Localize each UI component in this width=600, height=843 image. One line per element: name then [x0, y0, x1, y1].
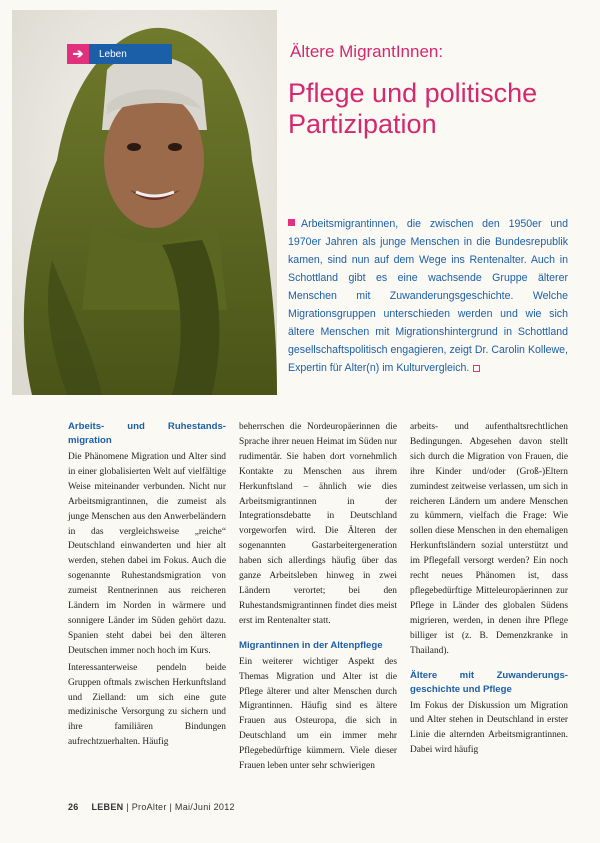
text-column-2 [239, 420, 397, 776]
column-2-heading: Migrantinnen in der Altenpflege [239, 639, 383, 651]
title-line-1: Pflege und politische [288, 78, 538, 108]
column-1-paragraph-1: Die Phänomene Migration und Alter sind in einer globalisierten Welt auf vielfältige Weise miteinander verbunden. Nicht nur Arbeitsmigrantinnen, die zumeist als junge Menschen aus den Anwerbeländern in das vergleichsweise „reiche“ Deutschland einwanderten und hier alt werden, stehen dabei im Fokus. Auch die sogenannte Ruhestandsmigration von zumeist Rentnerinnen aus reicheren Ländern im Norden in wärmere und sonnigere Länder im Süden gehört dazu. Spanien steht dabei bei den älteren Deutschen immer noch hoch im Kurs. [68, 452, 226, 656]
title-line-2: Partizipation [288, 109, 437, 139]
end-square-icon [473, 365, 480, 372]
article-title [288, 78, 588, 140]
footer-section: LEBEN [91, 802, 124, 812]
page-footer [68, 802, 235, 812]
section-tag [67, 44, 172, 64]
page-number: 26 [68, 802, 79, 812]
arrow-right-icon: ➔ [67, 44, 89, 64]
footer-separator-2: | [169, 802, 175, 812]
footer-separator: | [126, 802, 132, 812]
bullet-square-icon [288, 219, 295, 226]
section-tag-label: Leben [89, 44, 172, 64]
column-3-heading: Ältere mit Zuwanderungs-geschichte und Pflege [410, 669, 568, 695]
article-subtitle: Ältere MigrantInnen: [290, 42, 444, 61]
lead-paragraph [288, 215, 568, 377]
text-column-1 [68, 420, 226, 752]
footer-magazine: ProAlter [131, 802, 167, 812]
column-3-paragraph-2: Im Fokus der Diskussion um Migration und Alter stehen in Deutschland in erster Linie die alternden Arbeitsmigrantinnen. Dabei wird häufig [410, 700, 568, 756]
footer-issue: Mai/Juni 2012 [174, 802, 235, 812]
lead-text: Arbeitsmigrantinnen, die zwischen den 1950er und 1970er Jahren als junge Menschen in die Bundesrepublik kamen, sind nun auf dem Wege ins Rentenalter. Auch in Schottland gibt es eine wachsende Gruppe älterer Menschen mit Zuwanderungsgeschichte. Welche Migrationsgruppen unterschieden werden und wie sich ältere Menschen mit Migrationshintergrund in Schottland gesellschaftspolitisch engagieren, zeigt Dr. Carolin Kollewe, Expertin für Alter(n) im Kulturvergleich. [288, 218, 568, 374]
column-1-paragraph-2: Interessanterweise pendeln beide Gruppen oftmals zwischen Herkunftsland und Zielland: um sich eine gute medizinische Versorgung zu sichern und ihre familiären Bindungen aufrechtzuerhalten. Häufig [68, 662, 226, 748]
column-2-paragraph-2: Ein weiterer wichtiger Aspekt des Themas Migration und Alter ist die Pflege älterer und alter Menschen durch Migrantinnen. Häufig sind es ältere Frauen aus Osteuropa, die sich in Deutschland um ein immer mehr Pflegebedürftige kümmern. Viele dieser Frauen leben unter sehr schwierigen [239, 656, 397, 772]
portrait-photo [12, 10, 277, 395]
column-2-paragraph-1: beherrschen die Nordeuropäerinnen die Sprache ihrer neuen Heimat im Süden nur rudimentär. Sie haben dort vornehmlich Kontakte zu Menschen aus ihrem Herkunftsland – ähnlich wie dies Arbeitsmigrantinnen in der Integrationsdebatte in Deutschland vorgeworfen wird. Die Älteren der sogenannten Gastarbeitergeneration haben sich allerdings häufig über das ganze Arbeitsleben hinweg in zwei Ländern verortet; bei den Ruhestandsmigrantinnen findet dies meist erst im Rentenalter statt. [239, 422, 397, 626]
column-1-heading: Arbeits- und Ruhestands-migration [68, 421, 226, 446]
column-3-paragraph-1: arbeits- und aufenthaltsrechtlichen Bedingungen. Abgesehen davon stellt sich durch die Migration von Frauen, die ihre Kinder und/oder (Groß-)Eltern zumindest zeitweise verlassen, um sich in reicheren Ländern um andere Menschen zu kümmern, vielfach die Frage: Wie sollen diese Menschen in den ehemaligen Herkunftsländern sozial unterstützt und im Pflegefall versorgt werden? Ein noch recht neues Phänomen ist, dass pflegebedürftige Mitteleuropäerinnen zur Pflege in Länder des globalen Südens migrieren, werden, in denen ihre Pflege billiger ist (z. B. Demenzkranke in Thailand). [410, 422, 568, 656]
text-column-3 [410, 420, 568, 760]
